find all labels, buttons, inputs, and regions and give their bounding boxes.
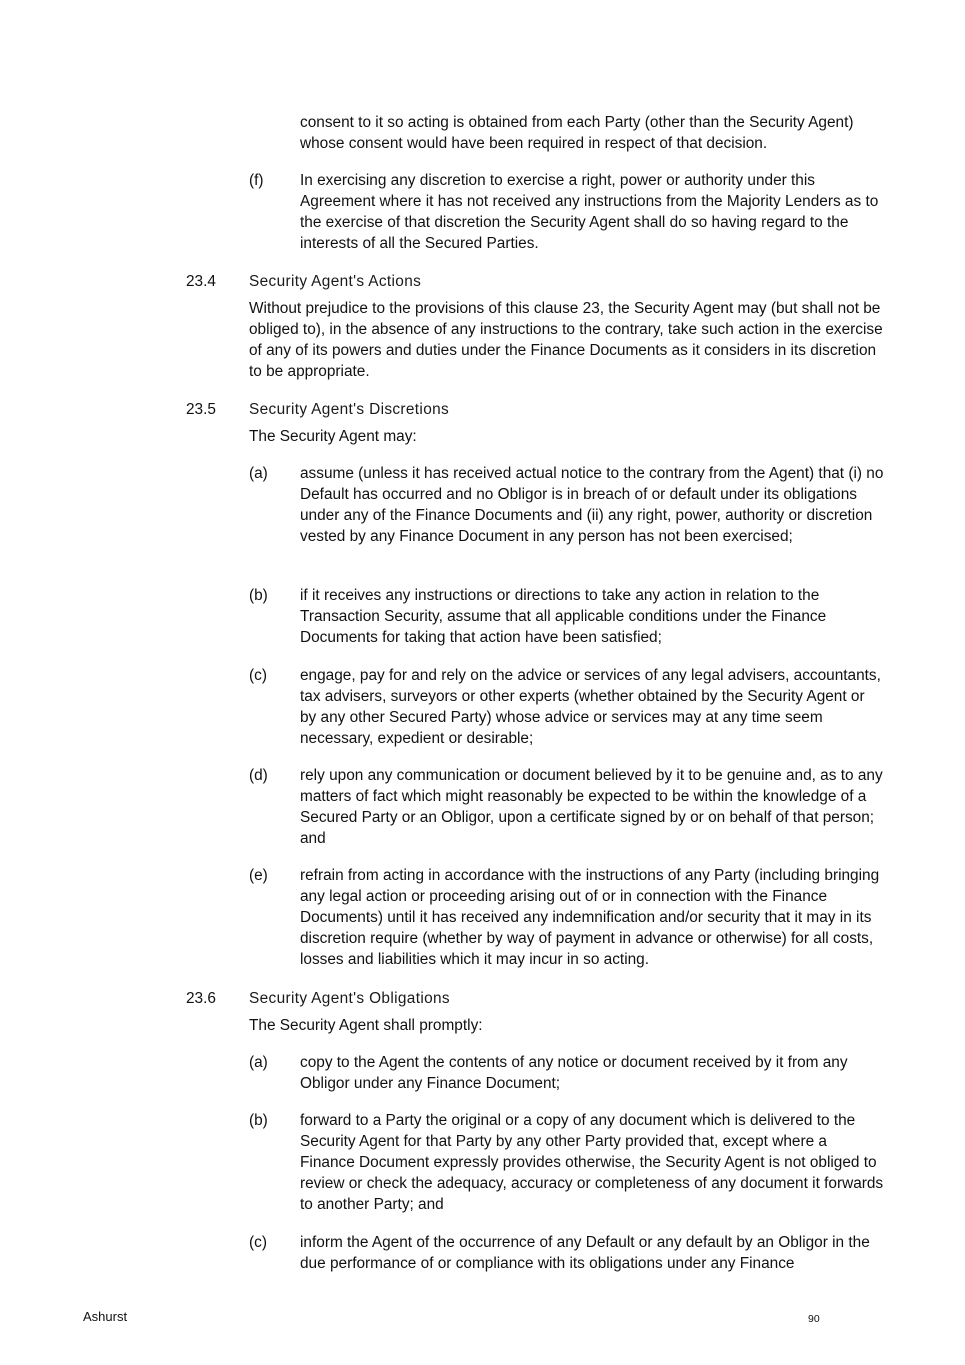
list-item-text: inform the Agent of the occurrence of any Default or any default by an Obligor in the due performance of or compliance with its obligations under any Finance (300, 1234, 870, 1272)
list-item-label: (a) (249, 1054, 268, 1071)
list-item-label: (a) (249, 465, 268, 482)
list-item-e (249, 865, 885, 970)
section-body-23-4: Without prejudice to the provisions of this clause 23, the Security Agent may (but shall not be obliged to), in the absence of any instructions to the contrary, take such action in the exercise of any of its powers and duties under the Finance Documents as it considers in its discretion to be appropriate. (249, 300, 883, 380)
list-item-text: forward to a Party the original or a copy of any document which is delivered to the Security Agent for that Party by any other Party provided that, except where a Finance Document expressly provides otherwise, the Security Agent is not obliged to review or check the adequacy, accuracy or completeness of any document it forwards to another Party; and (300, 1112, 884, 1213)
list-item-c (249, 1232, 885, 1274)
list-item-b (249, 585, 885, 648)
list-item-label: (e) (249, 867, 268, 884)
list-item-f (249, 170, 885, 254)
list-item-label: (f) (249, 172, 264, 189)
section-heading-23-4 (186, 271, 886, 292)
list-item-text: assume (unless it has received actual notice to the contrary from the Agent) that (i) no Default has occurred and no Obligor is in breach of or default under its obligations under any of the Finance Documents and (ii) any right, power, authority or discretion vested by any Finance Document in any person has not been exercised; (300, 465, 884, 545)
section-number: 23.5 (186, 401, 216, 418)
list-item-text: refrain from acting in accordance with the instructions of any Party (including bringing any legal action or proceeding arising out of or in connection with the Finance Documents) until it has received any indemnification and/or security that it may in its discretion require (whether by way of payment in advance or otherwise) for all costs, losses and liabilities which it may incur in so acting. (300, 867, 880, 968)
section-number: 23.4 (186, 273, 216, 290)
list-item-label: (c) (249, 1234, 267, 1251)
list-item-d (249, 765, 885, 849)
list-item-a (249, 1052, 885, 1094)
list-item-label: (d) (249, 767, 268, 784)
list-item-c (249, 665, 885, 749)
list-item-label: (b) (249, 587, 268, 604)
section-title: Security Agent's Discretions (249, 401, 450, 418)
list-item-text: engage, pay for and rely on the advice or services of any legal advisers, accountants, tax advisers, surveyors or other experts (whether obtained by the Security Agent or by any other Secured Party) whose advice or services may at any time seem necessary, expedient or desirable; (300, 667, 881, 747)
list-item-label: (b) (249, 1112, 268, 1129)
section-heading-23-5 (186, 399, 886, 420)
continuation-paragraph: consent to it so acting is obtained from each Party (other than the Security Agent) whose consent would have been required in respect of that decision. (300, 114, 854, 152)
section-intro-23-5: The Security Agent may: (249, 428, 417, 445)
page-number: 90 (808, 1313, 820, 1325)
footer-firm-name: Ashurst (83, 1309, 128, 1324)
section-title: Security Agent's Actions (249, 273, 422, 290)
list-item-b (249, 1110, 885, 1215)
list-item-label: (c) (249, 667, 267, 684)
list-item-text: rely upon any communication or document believed by it to be genuine and, as to any matters of fact which might reasonably be expected to be within the knowledge of a Secured Party or an Obligor, upon a certificate signed by or on behalf of that person; and (300, 767, 883, 847)
list-item-text: if it receives any instructions or directions to take any action in relation to the Transaction Security, assume that all applicable conditions under the Finance Documents for taking that action have been satisfied; (300, 587, 827, 646)
section-number: 23.6 (186, 990, 216, 1007)
section-title: Security Agent's Obligations (249, 990, 450, 1007)
section-heading-23-6 (186, 988, 886, 1009)
list-item-text: copy to the Agent the contents of any notice or document received by it from any Obligor under any Finance Document; (300, 1054, 848, 1092)
list-item-a (249, 463, 885, 547)
section-intro-23-6: The Security Agent shall promptly: (249, 1017, 483, 1034)
list-item-text: In exercising any discretion to exercise a right, power or authority under this Agreement where it has not received any instructions from the Majority Lenders as to the exercise of that discretion the Security Agent shall do so having regard to the interests of all the Secured Parties. (300, 172, 879, 252)
